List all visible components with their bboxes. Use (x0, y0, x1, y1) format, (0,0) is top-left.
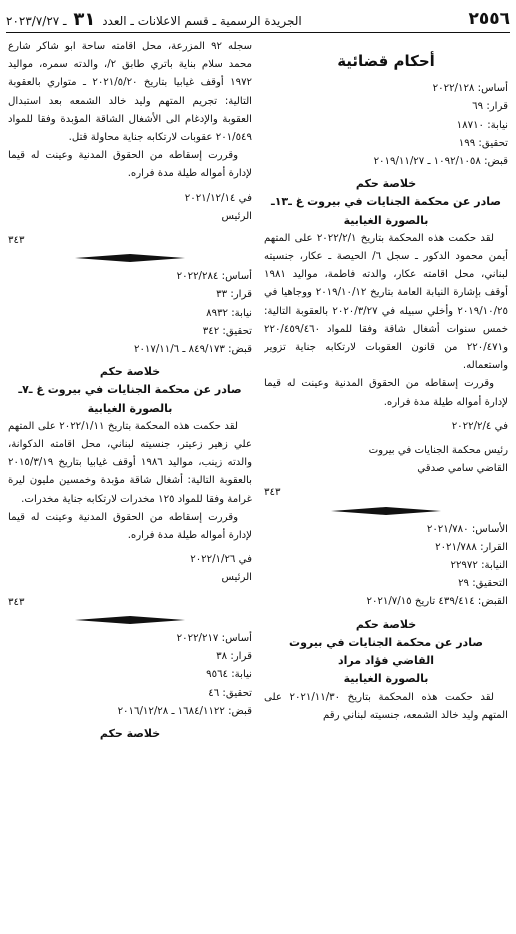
case2-judge-line: القاضي فؤاد مراد (338, 654, 434, 668)
case2-meta-line: الأساس: ٢٠٢١/٧٨٠ (426, 523, 508, 535)
case3-meta-line: نيابة: ٨٩٣٢ (206, 307, 252, 319)
case4-meta-line: تحقيق: ٤٦ (208, 687, 252, 699)
case3-decision: وقررت إسقاطه من الحقوق المدنية وعينت له قيما لإدارة أمواله طيلة مدة فراره. (8, 511, 252, 542)
case4-meta-line: أساس: ٢٠٢٢/٢١٧ (176, 632, 252, 644)
case3-court-line: بالصورة الغيابية (87, 401, 173, 415)
right-column (264, 38, 508, 926)
case1-meta-line: أساس: ٢٠٢٢/١٢٨ (432, 83, 508, 95)
case2-meta-line: النيابة: ٢٢٩٧٢ (450, 560, 508, 572)
case3-court-line: صادر عن محكمة الجنايات في بيروت غ ـ٧ـ (18, 383, 242, 397)
case1-court-line: بالصورة الغيابية (343, 213, 429, 227)
case3-date: في ٢٠٢٢/١/٢٦ (190, 554, 252, 566)
case1-meta-line: قبض: ١٠٩٢/١٠٥٨ ـ ٢٠١٩/١١/٢٧ (373, 156, 508, 168)
case1-meta (264, 80, 508, 171)
case3-meta (8, 268, 252, 359)
case1-decision: وقررت إسقاطه من الحقوق المدنية وعينت له قيما لإدارة أمواله طيلة مدة فراره. (264, 378, 508, 408)
case1-meta-line: نيابة: ١٨٧١٠ (456, 119, 508, 131)
case2-ruling-cont: سجله ٩٢ المزرعة، محل اقامته ساحة ابو شاكر شارع محمد سلام بناية باتري طابق ٢/، والدته سمره، مواليد ١٩٧٢ أوقف غيابيا بتاريخ ٢٠٢١/٥/٢٠ ـ متواري بالعقوبة التالية: تجريم المتهم وليد خالد الشمعه بعد استبدال العقوبة والإدغام الى الأشغال الشاقة المؤبدة وفقا للمواد ٢٠١/٥٤٩ عقوبات لارتكابه جناية محاولة قتل. (8, 41, 252, 144)
case1-ruling: لقد حكمت هذه المحكمة بتاريخ ٢٠٢٢/٢/١ على المتهم أيمن محمود الدكور ـ سجل ٦/ الحيصة ـ عكار، جنسيته لبناني، محل اقامته عكار، والدته فاطمة، مواليد ١٩٨١ أوقف بإشارة النيابة العامة بتاريخ ٢٠١٩/١٠/١٢ ووجاهيا في ٢٠١٩/١٠/٢٥ وأخلي سبيله في ٢٠٢٠/٣/٢٧ بالعقوبة التالية: خمس سنوات أشغال شاقة وفقا للمواد ٢٢٠/٤٥٩/٤٦٠ و٢٢٠/٤٧١ من قانون العقوبات لارتكابه جناية تزوير واستعماله. (264, 232, 508, 372)
case2-signatory: الرئيس (221, 210, 252, 222)
case3-meta-line: قبض: ٨٤٩/١٧٣ ـ ٢٠١٧/١١/٦ (133, 344, 252, 356)
page-number: ٢٥٥٦ (468, 9, 510, 29)
case1-judge: القاضي سامي صدقي (417, 463, 508, 475)
case1-date: في ٢٠٢٢/٢/٤ (451, 420, 508, 432)
case4-meta-line: قبض: ١٦٨٤/١١٢٢ ـ ٢٠١٦/١٢/٢٨ (117, 705, 252, 717)
case2-court-line: صادر عن محكمة الجنايات في بيروت (289, 635, 483, 649)
page-header (6, 6, 510, 33)
case4-meta-line: نيابة: ٩٥٦٤ (206, 669, 252, 681)
divider (264, 507, 508, 515)
case3-kholasa: خلاصة حكم (99, 365, 161, 379)
case4-meta (8, 630, 252, 721)
case1-meta-line: قرار: ٦٩ (472, 101, 508, 113)
case4-kholasa: خلاصة حكم (99, 726, 161, 740)
case2-court-line: بالصورة الغيابية (343, 672, 429, 686)
case2-date: في ٢٠٢١/١٢/١٤ (184, 192, 252, 204)
case1-kholasa: خلاصة حكم (355, 177, 417, 191)
issue-number: ٣١ (73, 8, 96, 30)
case2-number: ٣٤٣ (8, 235, 25, 247)
left-column (8, 38, 252, 926)
case3-signatory: الرئيس (221, 572, 252, 584)
case3-meta-line: تحقيق: ٣٤٢ (202, 325, 252, 337)
section-title: أحكام قضائية (337, 52, 435, 70)
header-title (6, 9, 302, 30)
case2-meta (264, 521, 508, 612)
case2-ruling-start: لقد حكمت هذه المحكمة بتاريخ ٢٠٢١/١١/٣٠ على المتهم وليد خالد الشمعه، جنسيته لبناني رقم (264, 691, 508, 721)
case2-meta-line: القرار: ٢٠٢١/٧٨٨ (435, 541, 508, 553)
case2-decision: وقررت إسقاطه من الحقوق المدنية وعينت له قيما لإدارة أمواله طيلة مدة فراره. (8, 150, 252, 180)
case1-court-line: صادر عن محكمة الجنايات في بيروت غ ـ١٣ـ (270, 195, 502, 209)
case4-meta-line: قرار: ٣٨ (216, 651, 252, 663)
case2-meta-line: القبض: ٤٣٩/٤١٤ تاريخ ٢٠٢١/٧/١٥ (366, 596, 508, 608)
case1-number: ٣٤٣ (264, 487, 281, 499)
case3-meta-line: قرار: ٣٣ (216, 289, 252, 301)
header-title-text: الجريدة الرسمية ـ قسم الاعلانات ـ العدد (102, 13, 302, 28)
case2-kholasa: خلاصة حكم (355, 617, 417, 631)
divider (8, 616, 252, 624)
case3-meta-line: أساس: ٢٠٢٢/٢٨٤ (176, 271, 252, 283)
case3-number: ٣٤٣ (8, 596, 25, 608)
case1-meta-line: تحقيق: ١٩٩ (458, 137, 508, 149)
header-date: ـ ٢٠٢٣/٧/٢٧ (6, 13, 67, 28)
divider (8, 254, 252, 262)
case1-signatory: رئيس محكمة الجنايات في بيروت (368, 445, 508, 457)
case2-meta-line: التحقيق: ٢٩ (458, 578, 508, 590)
case3-ruling: لقد حكمت هذه المحكمة بتاريخ ٢٠٢٢/١/١١ على المتهم علي زهير زعيتر، جنسيته لبناني، محل اقامته الدكوانة، والدته زينب، مواليد ١٩٨٦ أوقف غيابيا بتاريخ ٢٠١٥/٣/١٩ بالعقوبة التالية: أشغال شاقة مؤبدة وخمسين مليون ليرة غرامة وفقا للمواد ١٢٥ مخدرات لارتكابه جناية مخدرات. (8, 420, 252, 505)
